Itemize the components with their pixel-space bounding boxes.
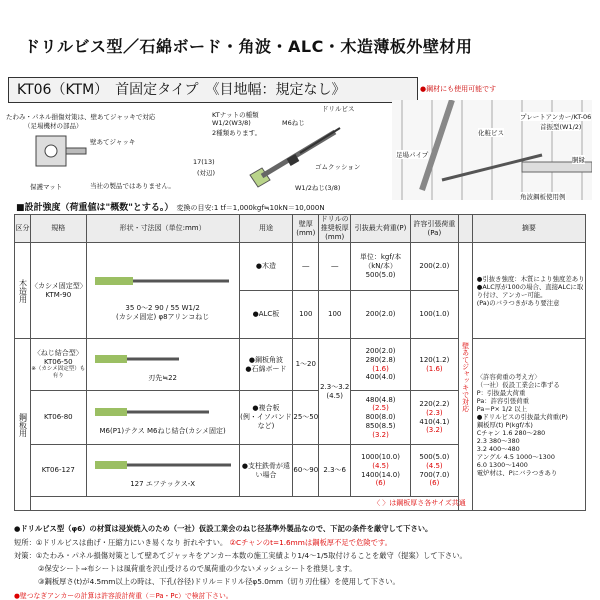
kt06-127-p2: 1400(14.0)	[361, 470, 400, 479]
spec-heading-text: ■設計強度（荷重値は"概数"とする。）	[16, 203, 174, 213]
footer-line-4: ②保安シート⇒布シートは風荷重を沢山受けるので風荷重の少ないメッシュシートを推奨します。	[38, 564, 357, 573]
header-allow-load: 許容引張荷重(Pa)	[410, 215, 458, 243]
dim-a: 35	[125, 304, 135, 313]
remark-7: Pa＝P× 1/2 以上	[476, 404, 527, 413]
footer-line-6: ●壁つなぎアンカーの計算は許容設計荷重（＝Pa・Pc）で検討下さい。	[14, 592, 233, 600]
kt06-127-p1: 1000(10.0)	[361, 453, 400, 461]
kt06-127-p2-thickness: (6)	[375, 479, 386, 488]
dim-j: M6ねじ結合(カシメ固定)	[147, 426, 226, 435]
kt06-127-pa2-thickness: (6)	[429, 479, 440, 488]
kt06-50-sub: 〈ねじ結合型〉	[33, 348, 83, 357]
jack-vertical-note: 壁あてジャッキで対応	[458, 243, 472, 511]
spec-heading	[16, 200, 325, 213]
nut-sizes: W1/2(W3/8)	[212, 119, 251, 127]
kt06-50-dims: 刃先≒22	[148, 373, 178, 382]
remark-14: 6.0 1300〜1400	[476, 460, 528, 469]
wall-alc: 100	[293, 291, 319, 339]
header-spec: 規格	[30, 215, 86, 243]
header-shape: 形状・寸法図（単位:mm）	[86, 215, 239, 243]
kt06-50-drawing	[89, 347, 237, 371]
use-kt06-50	[239, 339, 293, 391]
p-wood	[351, 243, 411, 291]
kt06-80-pa: 220(2.2)	[419, 400, 450, 408]
use-wood: ●木造	[239, 243, 293, 291]
remark-12: 3.2 400〜480	[476, 444, 520, 453]
kt06-127-pa: 500(5.0)	[419, 453, 450, 461]
remark-9: 鋼板厚(t) P(kgf/本)	[476, 420, 533, 429]
drill-alc: 100	[319, 291, 351, 339]
remark-10: Cチャン 1.6 280〜280	[476, 428, 546, 437]
pa-alc: 100(1.0)	[410, 291, 458, 339]
remark-3: 〈許容荷重の考え方〉	[476, 372, 541, 381]
header-max-load: 引抜最大荷重(P)	[351, 215, 411, 243]
pa-kt06-50	[410, 339, 458, 391]
dim-d: 55	[170, 304, 180, 313]
remarks-steel	[472, 339, 585, 511]
use-alc: ●ALC板	[239, 291, 293, 339]
wall-kt06-50: 1〜20	[293, 339, 319, 391]
cushion-label: ゴムクッション	[315, 163, 361, 171]
p-wood-value: 500(5.0)	[365, 270, 396, 279]
pa-kt06-127	[410, 445, 458, 497]
p-alc: 200(2.0)	[351, 291, 411, 339]
page-title: ドリルビス型／石綿ボード・角波・ALC・木造薄板外壁材用	[24, 37, 473, 56]
shape-ktm90	[86, 243, 239, 339]
unit-label: 単位：kgf/本（kN/本）	[359, 253, 402, 271]
thread-label: W1/2ねじ(3/8)	[295, 184, 341, 192]
wall-kt06-127: 60〜90	[293, 445, 319, 497]
dim-f: (カシメ固定)	[115, 312, 157, 321]
header-wall: 壁厚(mm)	[293, 215, 319, 243]
kt06-80-pa2: 410(4.1)	[419, 417, 450, 426]
ktm90-dims: 35 0〜2 90 / 55 W1/2	[125, 304, 200, 313]
jack-note-sub: （足場機材の部品）	[24, 122, 83, 130]
dim-label: 17(13)	[193, 158, 215, 166]
kt06-80-p3: 800(8.0)	[365, 413, 396, 422]
remark-5: P：引抜最大荷重	[476, 388, 526, 397]
shape-kt06-50	[86, 339, 239, 391]
drill-range: 2.3〜3.2	[320, 382, 350, 391]
row-kt06-127: KT06-127	[30, 445, 86, 497]
header-blank	[458, 215, 472, 243]
dim-e: W1/2	[181, 304, 200, 313]
footer-line-5: ③鋼板厚さ(t)が4.5mm以上の時は、下孔(谷径)ドリル＝ドリル径φ5.0mm（切り刃仕様）を使用して下さい。	[38, 577, 400, 586]
pa-kt06-80	[410, 391, 458, 445]
footer-line-2	[14, 538, 392, 548]
jack-label: 壁あてジャッキ	[90, 138, 136, 146]
board-example-label: 角波鋼板使用例	[520, 193, 566, 201]
kt06-50-p1: 200(2.0)	[365, 347, 396, 355]
dim-g: φ8アリンコねじ	[158, 312, 210, 321]
kt06-80-pa-thickness: (2.3)	[426, 408, 443, 417]
not-our-product: 当社の製品ではありません。	[90, 182, 175, 190]
kt06-80-pa2-thickness: (3.2)	[426, 426, 443, 435]
row-ktm90	[30, 243, 86, 339]
pipe-label: 足場パイプ	[396, 151, 429, 159]
wall-kt06-80: 25〜50	[293, 391, 319, 445]
header-drill: ドリルの推奨板厚(mm)	[320, 215, 349, 241]
kt06-80-p4: 850(8.5)	[365, 421, 396, 430]
footer-line-3: 対策：①たわみ・パネル損傷対策として壁あてジャッキをアンカー本数の施工実績より1/4〜1/5取付けることを厳守（提案）して下さい。	[14, 551, 467, 560]
tap-note: ●鋼材にも使用可能です	[420, 85, 497, 93]
dim-k: 127	[130, 479, 144, 488]
kt06-50-use-2: ●石綿ボード	[245, 364, 287, 373]
kt06-80-p2-thickness: (2.5)	[372, 404, 389, 413]
drill-kt06-127: 2.3〜6	[319, 445, 351, 497]
p-kt06-127	[351, 445, 411, 497]
remark-11: 2.3 380〜380	[476, 436, 520, 445]
plate-anchor-label: プレートアンカー/KT-06	[520, 113, 592, 121]
kt06-50-pa: 120(1.2)	[419, 355, 450, 364]
unit-conversion: 変換の目安:1 tf＝1,000kgf≒10kN＝10,000N	[176, 204, 325, 212]
p-kt06-80	[351, 391, 411, 445]
use-kt06-127: ●支柱鉄骨が遠い場合	[239, 445, 293, 497]
remark-13: アングル 4.5 1000〜1300	[476, 452, 555, 461]
kt06-80-p2: 480(4.8)	[365, 395, 396, 404]
drill-range-2: (4.5)	[326, 391, 343, 400]
dim-label-2: (対辺)	[197, 169, 216, 177]
jack-illustration	[30, 130, 90, 180]
kt06-127-pa-thickness: (4.5)	[426, 461, 443, 470]
nut-note: 2種類あります。	[212, 129, 262, 137]
remark-1: ●ALC厚が100の場合、直接ALCに取り付け、アンカー可能。	[476, 282, 584, 299]
kt06-50-note: ※（カシメ固定型）も有り	[31, 366, 86, 380]
section-steel: 鋼板用	[15, 339, 31, 511]
kt06-80-dims	[87, 427, 239, 436]
drill-wood: ―	[319, 243, 351, 291]
kt06-127-pa2: 700(7.0)	[419, 470, 450, 479]
product-subtitle: KT06（KTM） 首固定タイプ 《目地幅：規定なし》	[8, 77, 418, 103]
dim-c: 90	[154, 304, 164, 313]
kt06-127-dims	[87, 480, 239, 489]
ktnut-drill-illustration	[240, 120, 360, 190]
section-wood: 木造用	[15, 243, 31, 339]
nut-label: KTナットの種類	[212, 111, 259, 119]
footer-line-2-text: 短所：①ドリルビスは曲げ・圧縮力にいき易くなり 折れやすい。	[14, 538, 228, 547]
row-kt06-50	[30, 339, 86, 391]
kt06-50-name: KT06-50	[43, 357, 73, 366]
ktm90-drawing	[89, 259, 237, 301]
kt06-50-pa-thickness: (1.6)	[426, 364, 443, 373]
kt06-80-p1: 400(4.0)	[365, 373, 396, 382]
drill-label: ドリルビス	[322, 105, 355, 113]
kt06-80-use-2: (例・イソバンドなど)	[240, 413, 292, 430]
ktm90-dims-2	[89, 313, 237, 322]
footer-line-2-warning: ②Cチャンのt=1.6mmは鋼板厚不足で危険です。	[229, 538, 392, 547]
remark-15: 電炉材は、Pにバラつきあり	[476, 468, 558, 477]
dim-b: 0〜2	[136, 304, 153, 313]
thickness-note: 〈 〉は鋼板厚さ各サイズ共通	[30, 497, 472, 511]
pa-wood: 200(2.0)	[410, 243, 458, 291]
header-use: 用途	[239, 215, 293, 243]
remark-4: （一社）仮設工業会に準ずる	[476, 380, 560, 389]
remark-0: ●引抜き強度：木質により強度差あり	[476, 274, 585, 283]
ktm90-name: KTM-90	[45, 290, 72, 299]
kt06-80-use-1: ●複合板	[252, 404, 280, 413]
spec-table	[14, 214, 586, 511]
kt06-127-drawing	[89, 453, 237, 477]
row-kt06-80: KT06-80	[30, 391, 86, 445]
kt06-80-drawing	[89, 400, 237, 424]
jack-note: たわみ・パネル損傷対策は、壁あてジャッキで対応	[6, 113, 156, 121]
kt06-80-p4-thickness: (3.2)	[372, 430, 389, 439]
kt06-50-p2: 280(2.8)	[365, 355, 396, 364]
kt06-127-p1-thickness: (4.5)	[372, 461, 389, 470]
screw-label: M6ねじ	[282, 119, 305, 127]
shape-kt06-127	[86, 445, 239, 497]
footer-line-1: ●ドリルビス型（φ6）の材質は浸炭焼入のため（一社）仮設工業会のねじ径基準外製品なので、下記の条件を厳守して下さい。	[14, 524, 433, 533]
finish-screw-label: 化粧ビス	[478, 129, 504, 137]
kt06-50-use-1: ●鋼板角波	[248, 355, 284, 364]
dim-l: エフテックス-X	[145, 479, 196, 488]
drill-kt06-80	[319, 339, 351, 445]
ktm90-sub: 〈カシメ固定型〉	[30, 281, 87, 290]
wall-frame-label: 胴縁	[572, 156, 585, 164]
remarks-wood	[472, 243, 585, 339]
wall-wood: ―	[293, 243, 319, 291]
remark-8: ●ドリルビスの引抜最大荷重(P)	[476, 412, 568, 421]
kt06-50-p2-thickness: (1.6)	[372, 364, 389, 373]
shape-kt06-80	[86, 391, 239, 445]
remark-6: Pa：許容引張荷重	[476, 396, 529, 405]
p-kt06-50	[351, 339, 411, 391]
protect-mat-label: 保護マット	[30, 183, 63, 191]
remark-2: (Pa)のバラつきがあり要注意	[476, 298, 560, 307]
header-section: 区分	[15, 215, 31, 243]
dim-i: M6(P1)テクス	[99, 426, 145, 435]
header-remarks: 摘要	[472, 215, 585, 243]
plate-anchor-sub: 首振型(W1/2)	[540, 123, 582, 131]
use-kt06-80	[239, 391, 293, 445]
